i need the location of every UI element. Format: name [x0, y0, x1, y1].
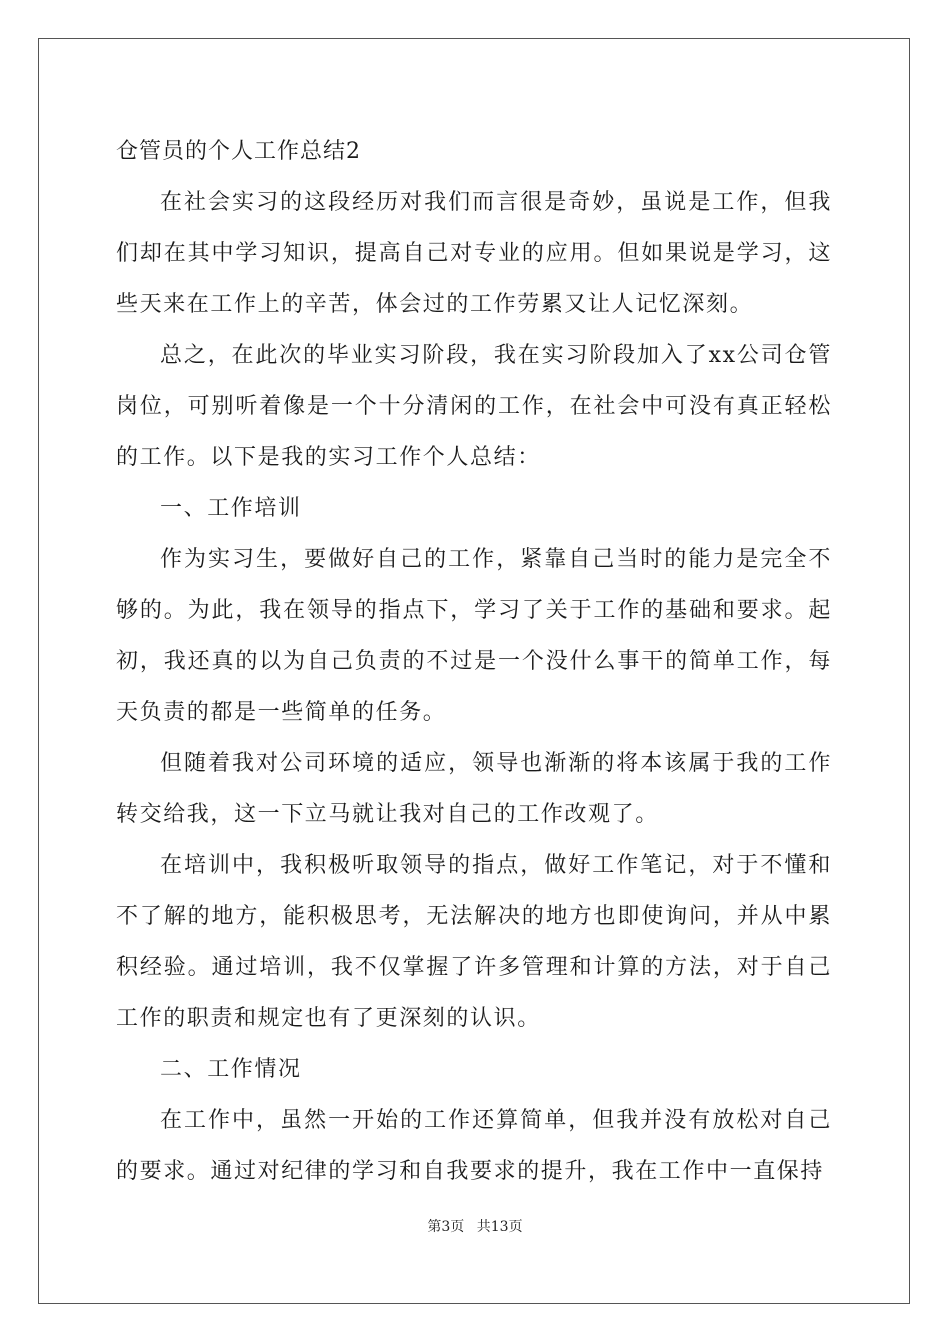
section-heading-work-situation: 二、工作情况 — [160, 1057, 302, 1082]
document-body — [116, 126, 832, 1197]
page-number: 第3页 — [427, 1219, 465, 1235]
paragraph-4: 但随着我对公司环境的适应，领导也渐渐的将本该属于我的工作转交给我，这一下立马就让我对自己的工作改观了。 — [116, 751, 832, 827]
page-total: 共13页 — [476, 1219, 523, 1235]
paragraph-3: 作为实习生，要做好自己的工作，紧靠自己当时的能力是完全不够的。为此，我在领导的指点下，学习了关于工作的基础和要求。起初，我还真的以为自己负责的不过是一个没什么事干的简单工作，每天负责的都是一些简单的任务。 — [116, 547, 832, 725]
section-heading-training: 一、工作培训 — [160, 496, 302, 521]
paragraph-1: 在社会实习的这段经历对我们而言很是奇妙，虽说是工作，但我们却在其中学习知识，提高自己对专业的应用。但如果说是学习，这些天来在工作上的辛苦，体会过的工作劳累又让人记忆深刻。 — [116, 190, 832, 317]
paragraph-2: 总之，在此次的毕业实习阶段，我在实习阶段加入了xx公司仓管岗位，可别听着像是一个十分清闲的工作，在社会中可没有真正轻松的工作。以下是我的实习工作个人总结： — [116, 343, 832, 470]
document-title: 仓管员的个人工作总结2 — [116, 139, 361, 164]
page-footer — [0, 1216, 950, 1236]
paragraph-6: 在工作中，虽然一开始的工作还算简单，但我并没有放松对自己的要求。通过对纪律的学习和自我要求的提升，我在工作中一直保持 — [116, 1108, 832, 1184]
paragraph-5: 在培训中，我积极听取领导的指点，做好工作笔记，对于不懂和不了解的地方，能积极思考，无法解决的地方也即使询问，并从中累积经验。通过培训，我不仅掌握了许多管理和计算的方法，对于自己工作的职责和规定也有了更深刻的认识。 — [116, 853, 832, 1031]
